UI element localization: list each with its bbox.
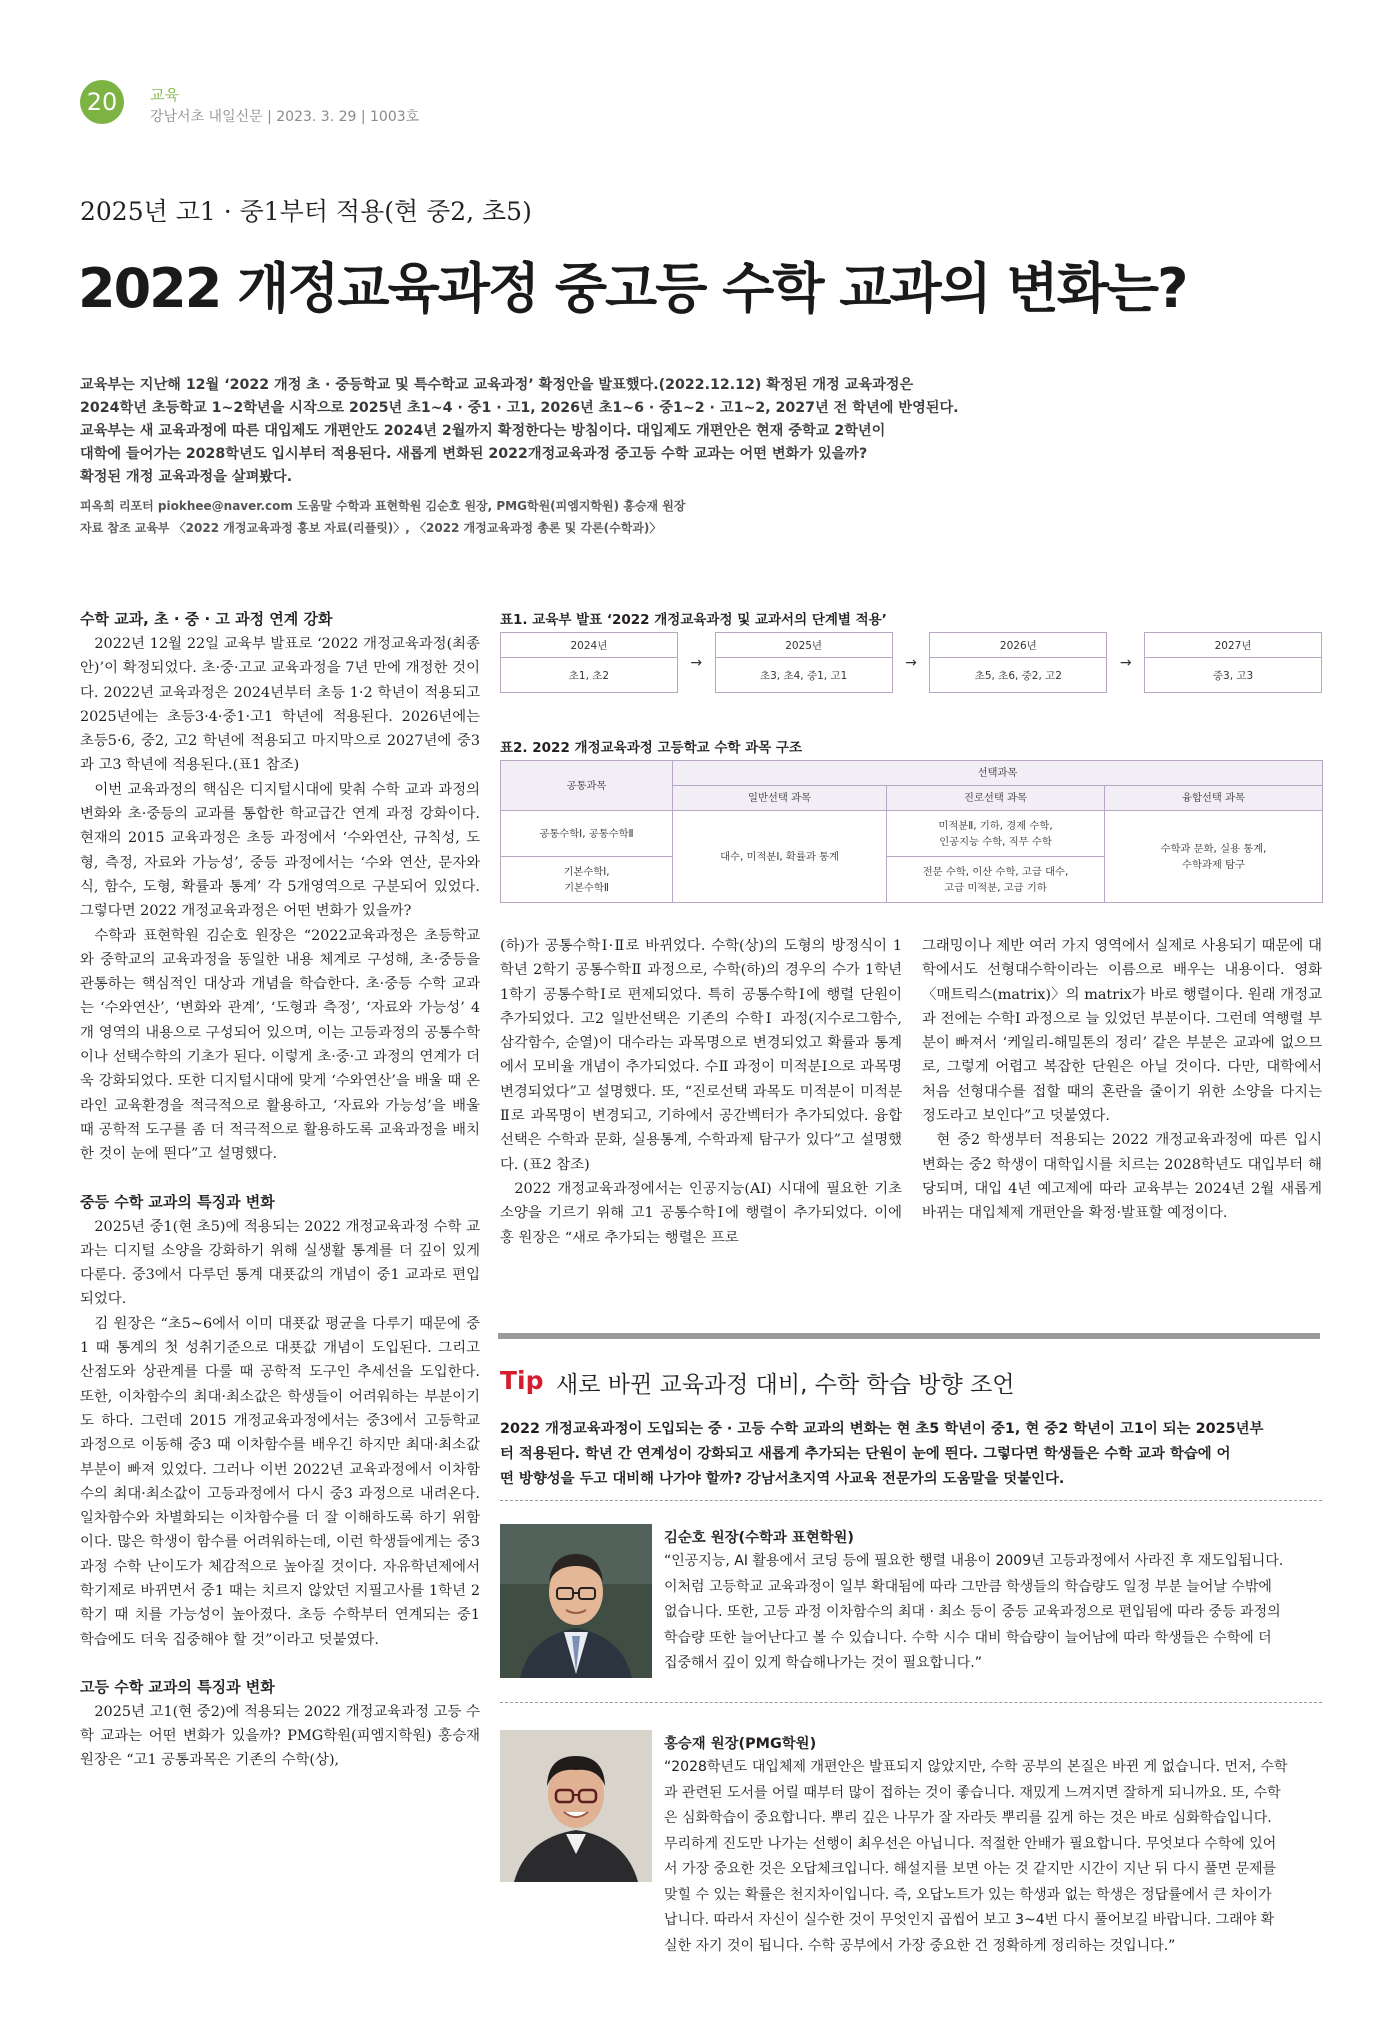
cell-line: 기본수학Ⅰ, (563, 865, 610, 878)
subheading: 중등 수학 교과의 특징과 변화 (80, 1192, 275, 1211)
table1-year: 2025년 (715, 633, 892, 658)
table1 (500, 632, 1322, 693)
tip-label: Tip (500, 1366, 544, 1395)
quote-line: 집중해서 깊이 있게 학습해나가는 것이 필요합니다.” (664, 1655, 982, 1671)
paragraph: 2025년 고1(현 중2)에 적용되는 2022 개정교육과정 고등 수학 교과는 어떤 변화가 있을까? PMG학원(피엠지학원) 홍승재 원장은 “고1 공통과목은 기존의 수학(상), (80, 1703, 480, 1769)
subheading: 고등 수학 교과의 특징과 변화 (80, 1677, 275, 1696)
cell-line: 전문 수학, 이산 수학, 고급 대수, (922, 865, 1069, 878)
section-label: 교육 (150, 86, 179, 104)
lead-line: 2024학년 초등학교 1~2학년을 시작으로 2025년 초1~4 · 중1 · 고1, 2026년 초1~6 · 중1~2 · 고1~2, 2027년 전 학년에 반영된다. (80, 400, 959, 416)
cell-line: 기본수학Ⅱ (564, 881, 609, 894)
quote-line: 과 관련된 도서를 어릴 때부터 많이 접하는 것이 좋습니다. 재밌게 느껴지면 잘하게 되니까요. 또, 수학 (664, 1784, 1281, 1801)
table2-cell (887, 857, 1105, 903)
table2-title: 표2. 2022 개정교육과정 고등학교 수학 과목 구조 (500, 740, 802, 756)
table1-grades: 중3, 고3 (1145, 658, 1322, 693)
quote-line: 없습니다. 또한, 고등 과정 이차함수의 최대 · 최소 등이 중등 교육과정으로 편입됨에 따라 중등 과정의 (664, 1604, 1281, 1620)
table1-grades: 초5, 초6, 중2, 고2 (930, 658, 1107, 693)
table1-grades: 초3, 초4, 중1, 고1 (715, 658, 892, 693)
quote2-name: 홍승재 원장(PMG학원) (664, 1736, 817, 1752)
tip-intro-line: 터 적용된다. 학년 간 연계성이 강화되고 새롭게 추가되는 단원이 눈에 띈다. 그렇다면 학생들은 수학 교과 학습에 어 (500, 1446, 1231, 1462)
column-3 (922, 934, 1322, 1226)
portrait-hong-photo (500, 1730, 652, 1882)
portrait-kim-photo (500, 1524, 652, 1678)
paragraph: 현 중2 학생부터 적용되는 2022 개정교육과정에 따른 입시 변화는 중2 학생이 대학입시를 치르는 2028학년도 대입부터 해당되며, 대입 4년 예고제에 따라 교육부는 2024년 2월 새롭게 바뀌는 대입체제 개편안을 확정·발표할 예정이다. (922, 1132, 1322, 1222)
subheading: 수학 교과, 초 · 중 · 고 과정 연계 강화 (80, 610, 333, 628)
tip-title: 새로 바뀐 교육과정 대비, 수학 학습 방향 조언 (556, 1372, 1015, 1398)
article-headline: 2022 개정교육과정 중고등 수학 교과의 변화는? (78, 257, 1187, 320)
tip-intro-line: 떤 방향성을 두고 대비해 나가야 할까? 강남서초지역 사교육 전문가의 도움말을 덧붙인다. (500, 1471, 1065, 1487)
cell-line: 고급 미적분, 고급 기하 (944, 881, 1047, 894)
quote-line: 실한 자기 것이 됩니다. 수학 공부에서 가장 중요한 건 정확하게 정리하는 것입니다.” (664, 1937, 1176, 1954)
lead-line: 대학에 들어가는 2028학년도 입시부터 적용된다. 새롭게 변화된 2022개정교육과정 중고등 수학 교과는 어떤 변화가 있을까? (80, 446, 868, 462)
quote-line: 납니다. 따라서 자신이 실수한 것이 무엇인지 곱씹어 보고 3~4번 다시 풀어보길 바랍니다. 그래야 확 (664, 1912, 1275, 1928)
cell-line: 수학과제 탐구 (1182, 858, 1245, 871)
tip-intro (500, 1417, 1322, 1492)
paragraph: 수학과 표현학원 김순호 원장은 “2022교육과정은 초등학교와 중학교의 교육과정을 동일한 내용 체계로 구성해, 초·중등을 관통하는 핵심적인 대상과 개념을 학습한다. 초·중등 수학 교과는 ‘수와연산’, ‘변화와 관계’, ‘도형과 측정’, ‘자료와 가능성’ 4개 영역의 내용으로 구성되어 있으며, 이는 고등과정의 공통수학이나 선택수학의 기초가 된다. 이렇게 초·중·고 과정의 연계가 더욱 강화되었다. 또한 디지털시대에 맞게 ‘수와연산’을 배울 때 온라인 교육환경을 적극적으로 활용하고, ‘자료와 가능성’을 배울 때 공학적 도구를 좀 더 적극적으로 활용하도록 교육과정을 배치한 것이 눈에 띈다”고 설명했다. (80, 927, 480, 1163)
paragraph: 그래밍이나 제반 여러 가지 영역에서 실제로 사용되기 때문에 대학에서도 선형대수학이라는 이름으로 배우는 내용이다. 영화 〈매트릭스(matrix)〉의 matrix가 바로 행렬이다. 원래 개정교과 전에는 수학Ⅰ 과정으로 늘 있었던 부분이다. 그런데 역행렬 부분이 빠져서 ‘케일리-해밀톤의 정리’ 같은 부분은 교과에 없으므로, 그렇게 어렵고 복잡한 단원은 아닐 것이다. 다만, 대학에서 처음 선형대수를 접할 때의 혼란을 줄이기 위한 소양을 다지는 정도라고 보인다”고 덧붙였다. (922, 938, 1322, 1125)
arrow-icon: → (690, 654, 703, 671)
table2-cell (501, 857, 673, 903)
quote-line: 맞힐 수 있는 확률은 천지차이입니다. 즉, 오답노트가 있는 학생과 없는 학생은 정답률에서 큰 차이가 (664, 1886, 1272, 1903)
table1-title: 표1. 교육부 발표 ‘2022 개정교육과정 및 교과서의 단계별 적용’ (500, 612, 887, 628)
table2-header-general: 일반선택 과목 (673, 786, 887, 811)
paragraph: (하)가 공통수학Ⅰ·Ⅱ로 바뀌었다. 수학(상)의 도형의 방정식이 1학년 2학기 공통수학Ⅱ 과정으로, 수학(하)의 경우의 수가 1학년 1학기 공통수학Ⅰ로 편제되었다. 특히 공통수학Ⅰ에 행렬 단원이 추가되었다. 고2 일반선택은 기존의 수학Ⅰ 과정(지수로그함수, 삼각함수, 순열)이 대수라는 과목명으로 변경되었고 확률과 통계에서 모비율 개념이 추가되었다. 수Ⅱ 과정이 미적분Ⅰ으로 과목명 변경되었다”고 설명했다. 또, “진로선택 과목도 미적분이 미적분Ⅱ로 과목명이 변경되고, 기하에서 공간벡터가 추가되었다. 융합선택은 수학과 문화, 실용통계, 수학과제 탐구가 있다”고 설명했다. (표2 참조) (500, 938, 902, 1173)
page-number-badge: 20 (80, 80, 124, 124)
dashed-divider (500, 1500, 1322, 1501)
source-credit: 자료 참조 교육부 〈2022 개정교육과정 홍보 자료(리플릿)〉, 〈2022 개정교육과정 총론 및 각론(수학과)〉 (80, 521, 662, 535)
article-lead (80, 374, 1000, 539)
reporter-credit: 피옥희 리포터 piokhee@naver.com 도움말 수학과 표현학원 김순호 원장, PMG학원(피엠지학원) 홍승재 원장 (80, 499, 686, 513)
quote2-body (664, 1755, 1322, 1959)
paragraph: 2022년 12월 22일 교육부 발표로 ‘2022 개정교육과정(최종안)’이 확정되었다. 초·중·고교 교육과정을 7년 만에 개정한 것이다. 2022년 교육과정은 2024년부터 초등 1·2 학년이 적용되고 2025년에는 초등3·4·중1·고1 학년에 적용된다. 2026년에는 초등5·6, 중2, 고2 학년에 적용되고 마지막으로 2027년에 중3과 고3 학년에 적용된다.(표1 참조) (80, 636, 480, 774)
lead-line: 교육부는 지난해 12월 ‘2022 개정 초 · 중등학교 및 특수학교 교육과정’ 확정안을 발표했다.(2022.12.12) 확정된 개정 교육과정은 (80, 377, 914, 393)
table2-cell (1105, 811, 1323, 903)
cell-line: 미적분Ⅱ, 기하, 경제 수학, (938, 819, 1053, 832)
quote-line: “2028학년도 대입체제 개편안은 발표되지 않았지만, 수학 공부의 본질은 바뀐 게 없습니다. 먼저, 수학 (664, 1759, 1288, 1775)
paragraph: 2022 개정교육과정에서는 인공지능(AI) 시대에 필요한 기초 소양을 기르기 위해 고1 공통수학Ⅰ에 행렬이 추가되었다. 이에 홍 원장은 “새로 추가되는 행렬은 프로 (500, 1180, 902, 1246)
quote1-name: 김순호 원장(수학과 표현학원) (664, 1530, 854, 1546)
table2-header-common: 공통과목 (501, 761, 673, 811)
paragraph: 2025년 중1(현 초5)에 적용되는 2022 개정교육과정 수학 교과는 디지털 소양을 강화하기 위해 실생활 통계를 더 깊이 있게 다룬다. 중3에서 다루던 통계 대푯값의 개념이 중1 교과로 편입되었다. (80, 1218, 480, 1308)
table2-cell: 대수, 미적분Ⅰ, 확률과 통계 (673, 811, 887, 903)
table2-header-fusion: 융합선택 과목 (1105, 786, 1323, 811)
quote-line: 무리하게 진도만 나가는 선행이 최우선은 아닙니다. 적절한 안배가 필요합니다. 무엇보다 수학에 있어 (664, 1835, 1277, 1852)
column-2 (500, 934, 902, 1250)
lead-line: 교육부는 새 교육과정에 따른 대입제도 개편안도 2024년 2월까지 확정한다는 방침이다. 대입제도 개편안은 현재 중학교 2학년이 (80, 423, 886, 439)
paragraph: 김 원장은 “초5~6에서 이미 대푯값 평균을 다루기 때문에 중1 때 통계의 첫 성취기준으로 대푯값 개념이 도입된다. 그리고 산점도와 상관계를 다룰 때 공학적 도구인 추세선을 도입한다. 또한, 이차함수의 최대·최소값은 학생들이 어려워하는 부분이기도 하다. 그런데 2015 개정교육과정에서는 중3에서 고등학교 과정으로 이동해 중3 때 이차함수를 배우긴 하지만 최대·최소값 부분이 빠져 있었다. 그러나 이번 2022년 교육과정에서 이차함수의 최대·최소값이 고등과정에서 다시 중3 과정으로 내려온다. 일차함수와 차별화되는 이차함수를 더 잘 이해하도록 하기 위함이다. 많은 학생이 함수를 어려워하는데, 이런 학생들에게는 중3 과정 수학 난이도가 체감적으로 높아질 것이다. 자유학년제에서 학기제로 바뀌면서 중1 때는 치르지 않았던 지필고사를 1학년 2학기 때 치를 가능성이 높아졌다. 초등 수학부터 연계되는 중1 학습에도 더욱 집중해야 할 것”이라고 덧붙였다. (80, 1315, 480, 1648)
table2-header-elective: 선택과목 (673, 761, 1323, 786)
table2 (500, 760, 1323, 903)
arrow-icon: → (1119, 654, 1132, 671)
table1-year: 2026년 (930, 633, 1107, 658)
lead-line: 확정된 개정 교육과정을 살펴봤다. (80, 469, 293, 485)
table1-year: 2027년 (1145, 633, 1322, 658)
tip-intro-line: 2022 개정교육과정이 도입되는 중 · 고등 수학 교과의 변화는 현 초5 학년이 중1, 현 중2 학년이 고1이 되는 2025년부 (500, 1421, 1264, 1437)
cell-line: 수학과 문화, 실용 통계, (1160, 842, 1267, 855)
table2-header-career: 진로선택 과목 (887, 786, 1105, 811)
tip-divider (498, 1333, 1320, 1339)
table2-cell (887, 811, 1105, 857)
quote-line: 은 심화학습이 중요합니다. 뿌리 깊은 나무가 잘 자라듯 뿌리를 깊게 하는 것은 바로 심화학습입니다. (664, 1810, 1272, 1826)
table1-grades: 초1, 초2 (501, 658, 678, 693)
article-kicker: 2025년 고1 · 중1부터 적용(현 중2, 초5) (80, 197, 532, 226)
quote-line: 서 가장 중요한 것은 오답체크입니다. 해설지를 보면 아는 것 같지만 시간이 지난 뒤 다시 풀면 문제를 (664, 1861, 1277, 1877)
column-1 (80, 606, 480, 1773)
dashed-divider (500, 1702, 1322, 1703)
quote-line: 학습량 또한 늘어난다고 볼 수 있습니다. 수학 시수 대비 학습량이 늘어남에 따라 학생들은 수학에 더 (664, 1629, 1272, 1646)
paper-info: 강남서초 내일신문 | 2023. 3. 29 | 1003호 (150, 109, 420, 125)
cell-line: 인공지능 수학, 직무 수학 (939, 835, 1052, 848)
quote-line: 이처럼 고등학교 교육과정이 일부 확대됨에 따라 그만큼 학생들의 학습량도 일정 부분 늘어날 수밖에 (664, 1578, 1272, 1595)
quote1-body (664, 1549, 1322, 1677)
paragraph: 이번 교육과정의 핵심은 디지털시대에 맞춰 수학 교과 과정의 변화와 초·중등의 교과를 통합한 학교급간 연계 과정 강화이다. 현재의 2015 교육과정은 초등 과정에서 ‘수와연산, 규칙성, 도형, 측정, 자료와 가능성’, 중등 과정에서는 ‘수와 연산, 문자와 식, 함수, 도형, 확률과 통계’ 각 5개영역으로 구분되어 있었다. 그렇다면 2022 개정교육과정은 어떤 변화가 있을까? (80, 781, 480, 920)
table1-year: 2024년 (501, 633, 678, 658)
table2-cell: 공통수학Ⅰ, 공통수학Ⅱ (501, 811, 673, 857)
quote-line: “인공지능, AI 활용에서 코딩 등에 필요한 행렬 내용이 2009년 고등과정에서 사라진 후 재도입됩니다. (664, 1553, 1284, 1569)
arrow-icon: → (905, 654, 917, 671)
